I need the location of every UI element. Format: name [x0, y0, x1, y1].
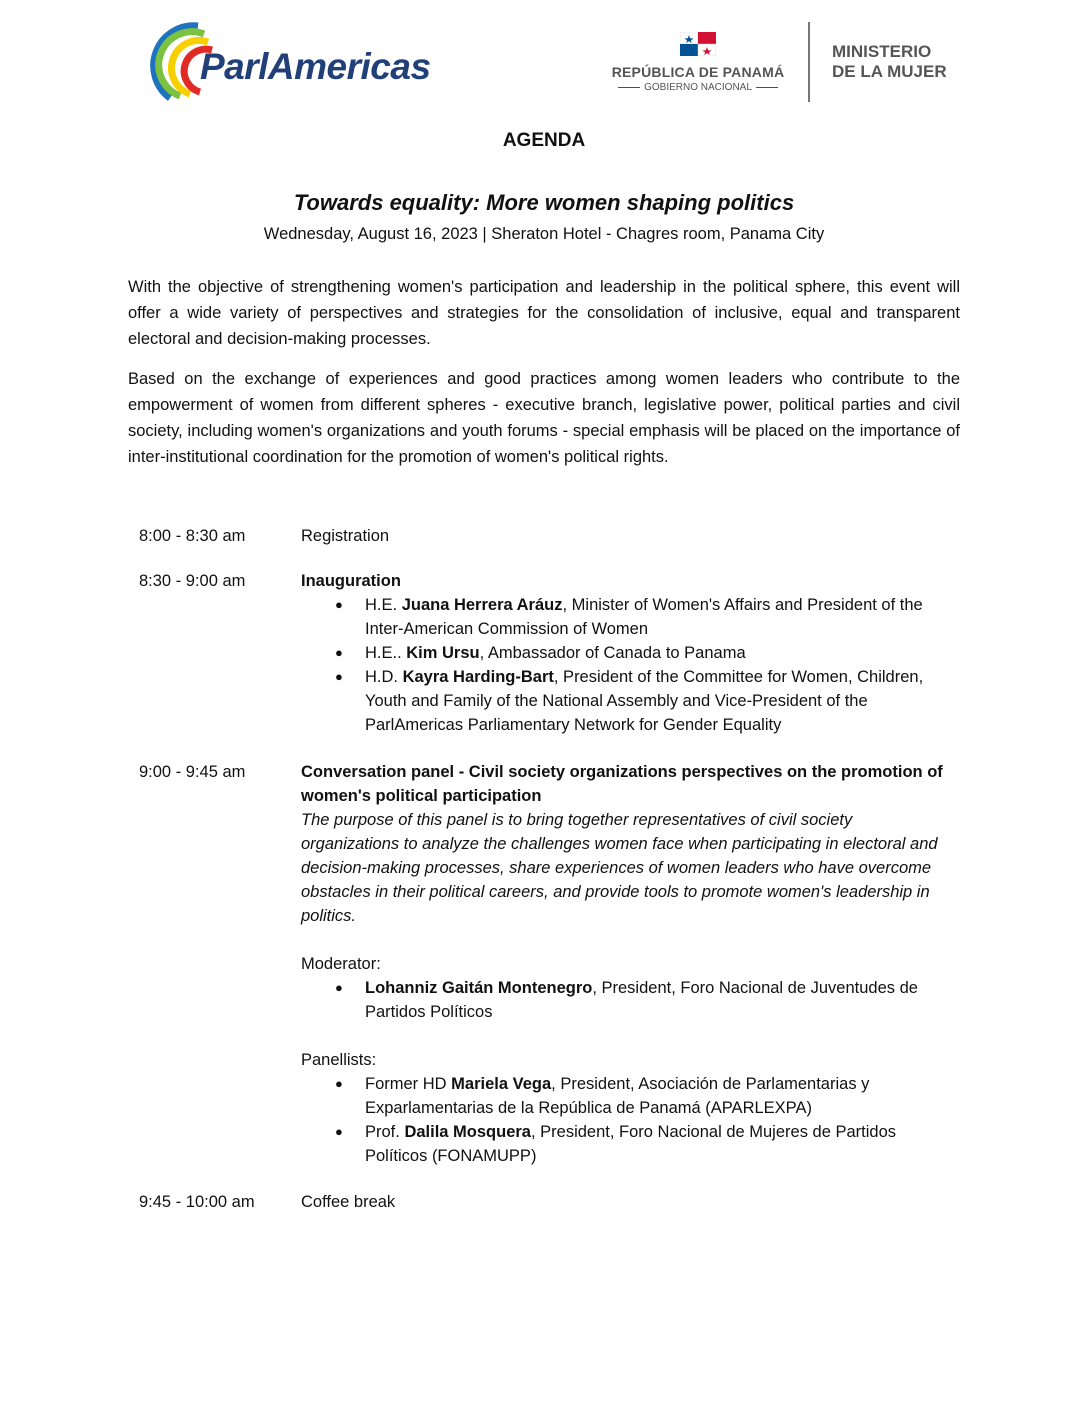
parlamericas-wordmark: ParlAmericas	[200, 46, 431, 87]
panellist-item: ● Prof. Dalila Mosquera, President, Foro Nacional de Mujeres de Partidos Políticos (FONAMUPP)	[301, 1120, 951, 1168]
header-divider	[808, 22, 810, 102]
moderator-label: Moderator:	[301, 955, 381, 973]
agenda-time: 8:30 - 9:00 am	[139, 572, 246, 590]
ministry-logo-text: MINISTERIO DE LA MUJER	[832, 42, 947, 81]
event-subtitle: Wednesday, August 16, 2023 | Sheraton Hotel - Chagres room, Panama City	[263, 225, 825, 243]
agenda-title: Conversation panel - Civil society organizations perspectives on the promotion of women's political participation	[301, 763, 943, 805]
gov-name: REPÚBLICA DE PANAMÁ	[611, 64, 785, 80]
speaker-item: ● H.E.. Kim Ursu, Ambassador of Canada to Panama	[301, 641, 951, 665]
agenda-time: 9:00 - 9:45 am	[139, 763, 246, 781]
agenda-title: Registration	[301, 527, 390, 545]
page-heading: AGENDA	[502, 130, 586, 151]
moderator-item: ● Lohanniz Gaitán Montenegro, President, Foro Nacional de Juventudes de Partidos Políticos	[301, 976, 951, 1024]
agenda-time: 9:45 - 10:00 am	[139, 1193, 255, 1211]
parlamericas-logo	[148, 18, 458, 108]
panellist-item: ● Former HD Mariela Vega, President, Asociación de Parlamentarias y Exparlamentarias de la República de Panamá (APARLEXPA)	[301, 1072, 951, 1120]
panama-flag-icon	[680, 32, 716, 56]
gov-subtitle: GOBIERNO NACIONAL	[600, 82, 796, 93]
agenda-title: Inauguration	[301, 572, 401, 590]
panel-description: The purpose of this panel is to bring together representatives of civil society organizations to analyze the challenges women face when participating in electoral and decision-making processes, share experiences of women leaders who have overcome obstacles in their political careers, and provide tools to promote women's leadership in politics.	[301, 811, 938, 925]
speaker-item: ● H.D. Kayra Harding-Bart, President of the Committee for Women, Children, Youth and Family of the National Assembly and Vice-President of the ParlAmericas Parliamentary Network for Gender Equality	[301, 665, 951, 737]
panama-government-logo	[600, 28, 800, 108]
event-title: Towards equality: More women shaping politics	[293, 190, 795, 215]
panellists-label: Panellists:	[301, 1051, 377, 1069]
intro-paragraph-1: With the objective of strengthening women's participation and leadership in the political sphere, this event will offer a wide variety of perspectives and strategies for the consolidation of inclusive, equal and transparent electoral and decision-making processes.	[128, 278, 960, 348]
agenda-title: Coffee break	[301, 1193, 396, 1211]
speaker-item: ● H.E. Juana Herrera Aráuz, Minister of Women's Affairs and President of the Inter-American Commission of Women	[301, 593, 951, 641]
intro-paragraph-2: Based on the exchange of experiences and good practices among women leaders who contribute to the empowerment of women from different spheres - executive branch, legislative power, political parties and civil society, including women's organizations and youth forums - special emphasis will be placed on the importance of inter-institutional coordination for the promotion of women's political rights.	[128, 370, 960, 466]
agenda-time: 8:00 - 8:30 am	[139, 527, 246, 545]
